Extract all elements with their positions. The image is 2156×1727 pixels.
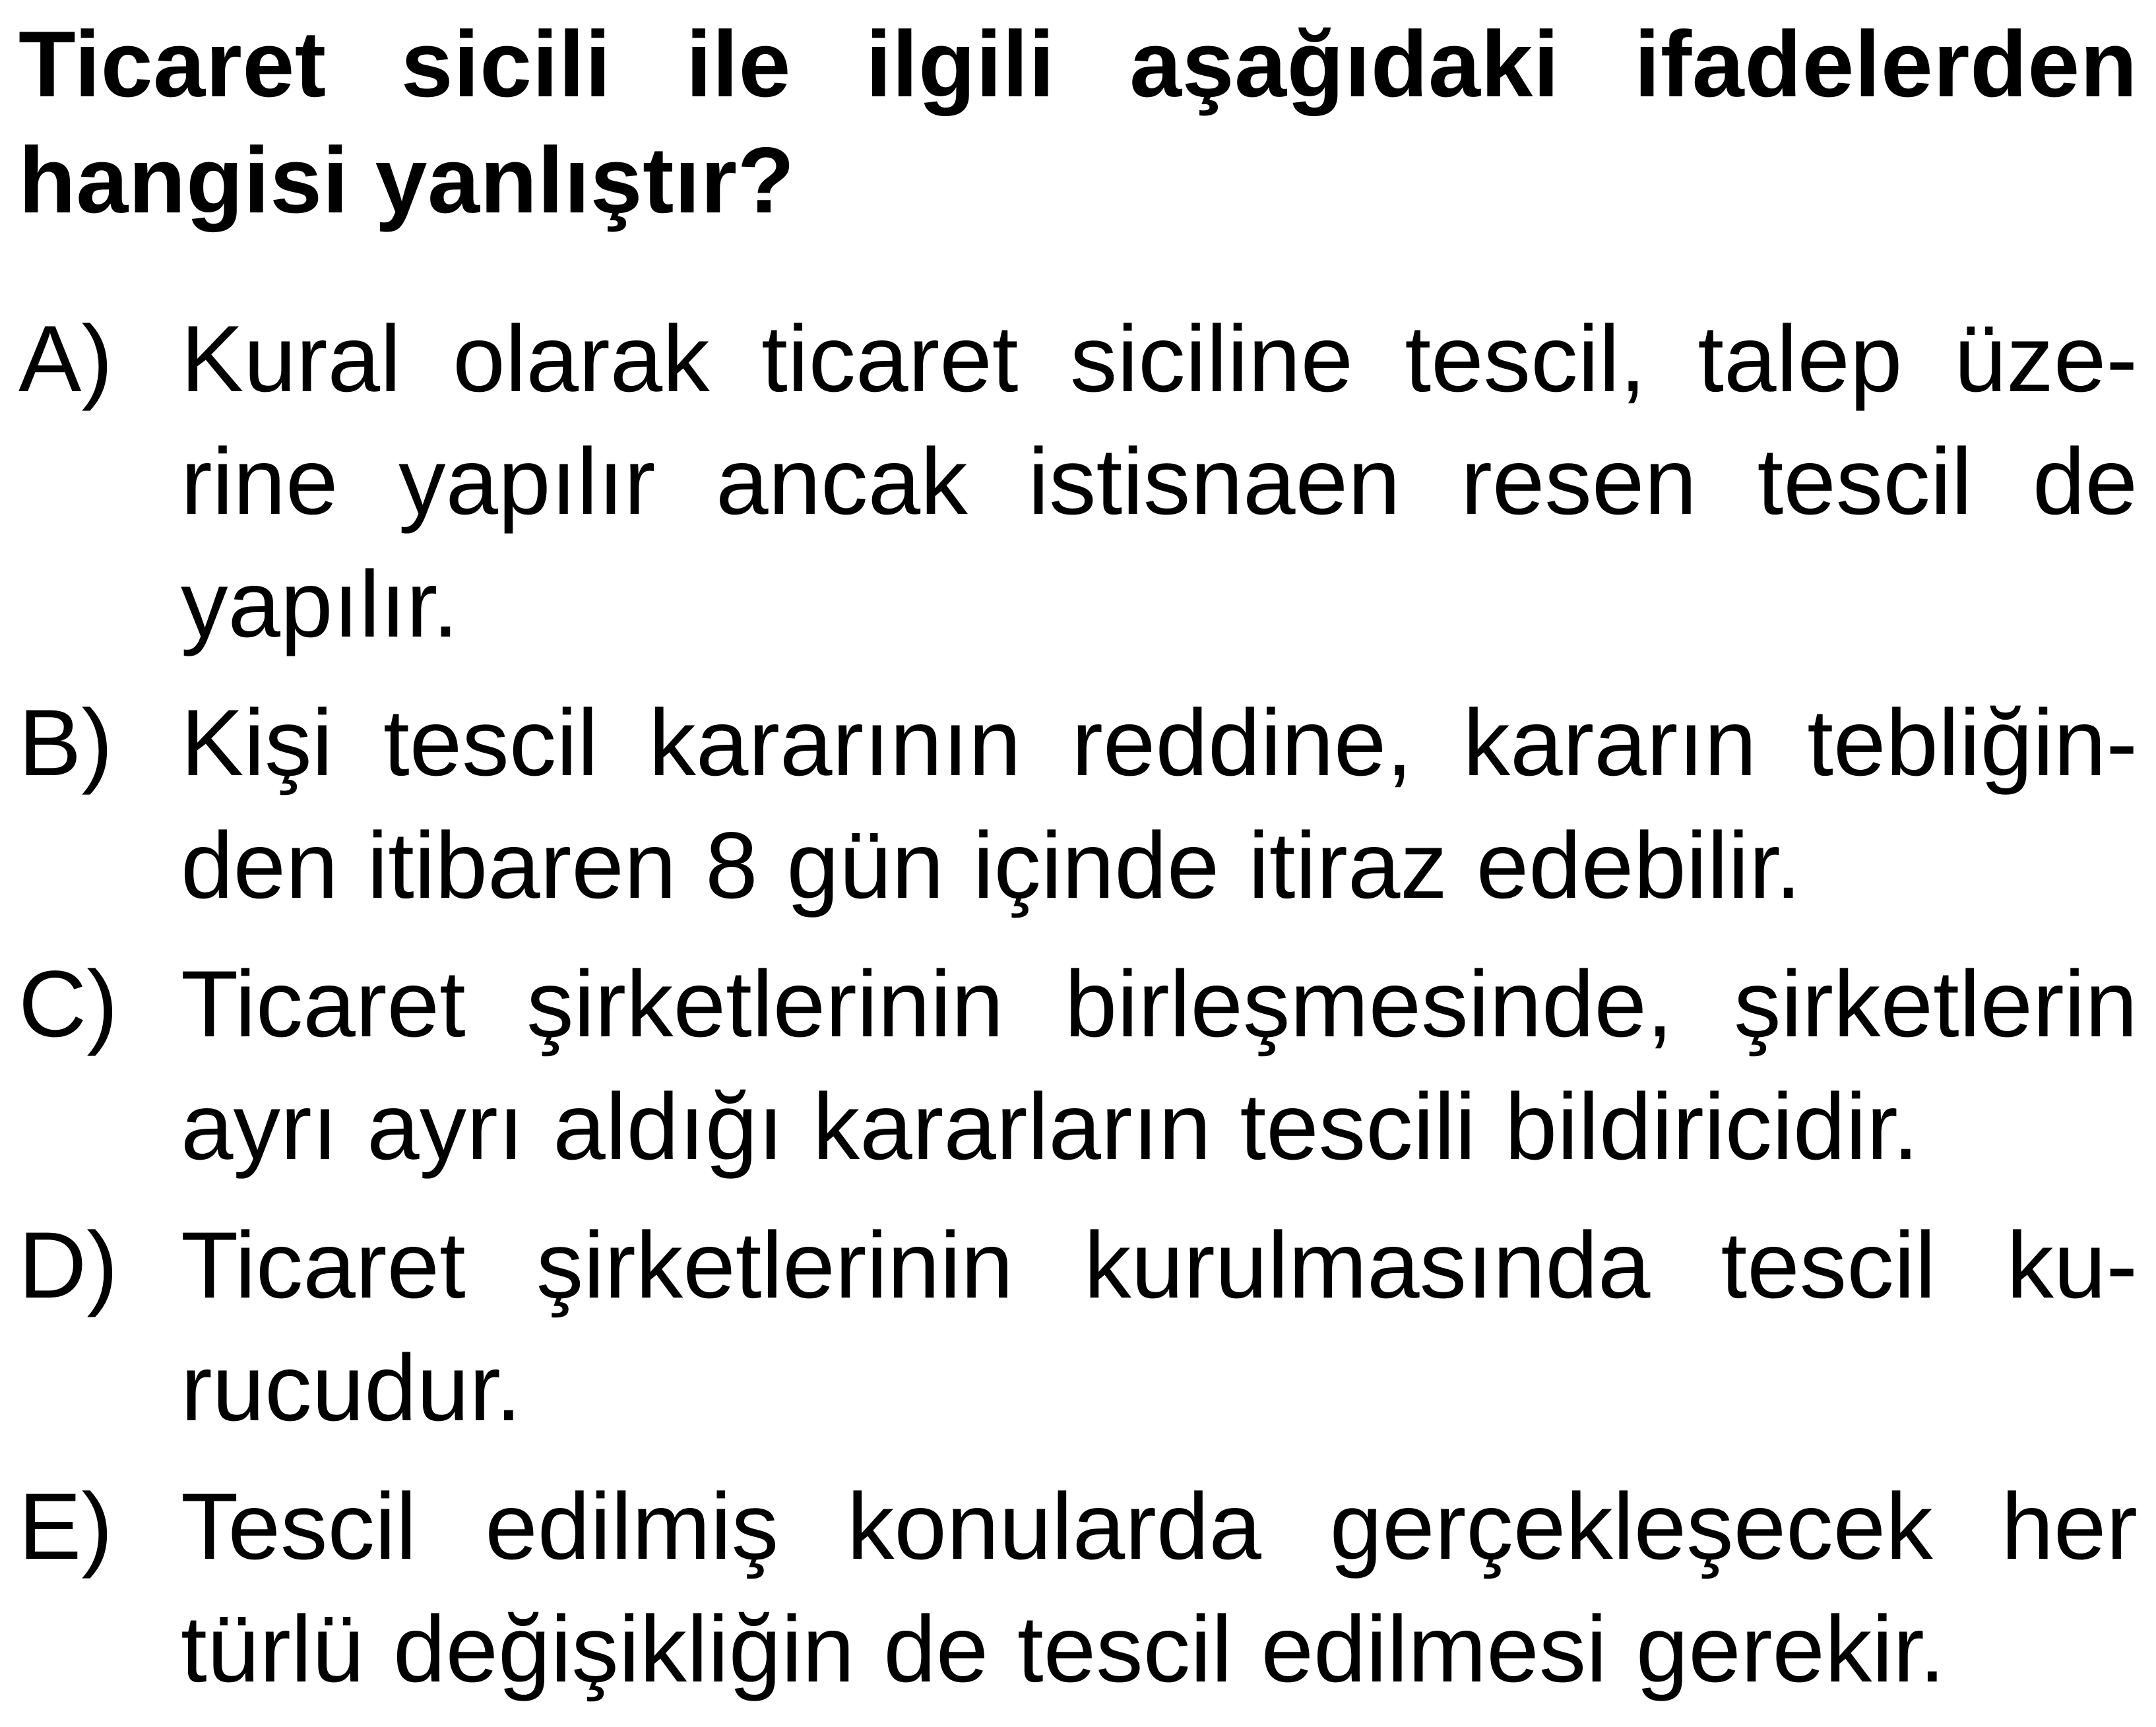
option-c-text: Ticaret şirketlerinin birleşmesinde, şirketlerin ayrı ayrı aldığı kararların tescili bildiricidir.: [181, 952, 2138, 1179]
option-d-text: Ticaret şirketlerinin kurulmasında tescil ku-rucudur.: [181, 1213, 2138, 1441]
option-c[interactable]: [18, 943, 2138, 1189]
question-text: Ticaret sicili ile ilgili aşağıdaki ifadelerden hangisi yanlıştır?: [18, 12, 2138, 233]
option-e[interactable]: [18, 1466, 2138, 1711]
option-b[interactable]: [18, 682, 2138, 927]
option-e-text: Tescil edilmiş konularda gerçekleşecek her türlü değişikliğin de tescil edilmesi gerekir.: [181, 1474, 2138, 1702]
answer-options: [18, 298, 2138, 1711]
option-a[interactable]: [18, 298, 2138, 666]
option-b-letter: B): [18, 691, 113, 796]
option-a-text: Kural olarak ticaret siciline tescil, talep üze-rine yapılır ancak istisnaen resen tescil de yapılır.: [181, 307, 2138, 657]
option-a-letter: A): [18, 307, 113, 412]
option-c-letter: C): [18, 952, 118, 1057]
question-page: [18, 0, 2138, 1727]
option-e-letter: E): [18, 1474, 113, 1579]
option-b-text: Kişi tescil kararının reddine, kararın tebliğin-den itibaren 8 gün içinde itiraz edebilir.: [181, 691, 2138, 918]
option-d[interactable]: [18, 1205, 2138, 1450]
option-d-letter: D): [18, 1213, 118, 1318]
